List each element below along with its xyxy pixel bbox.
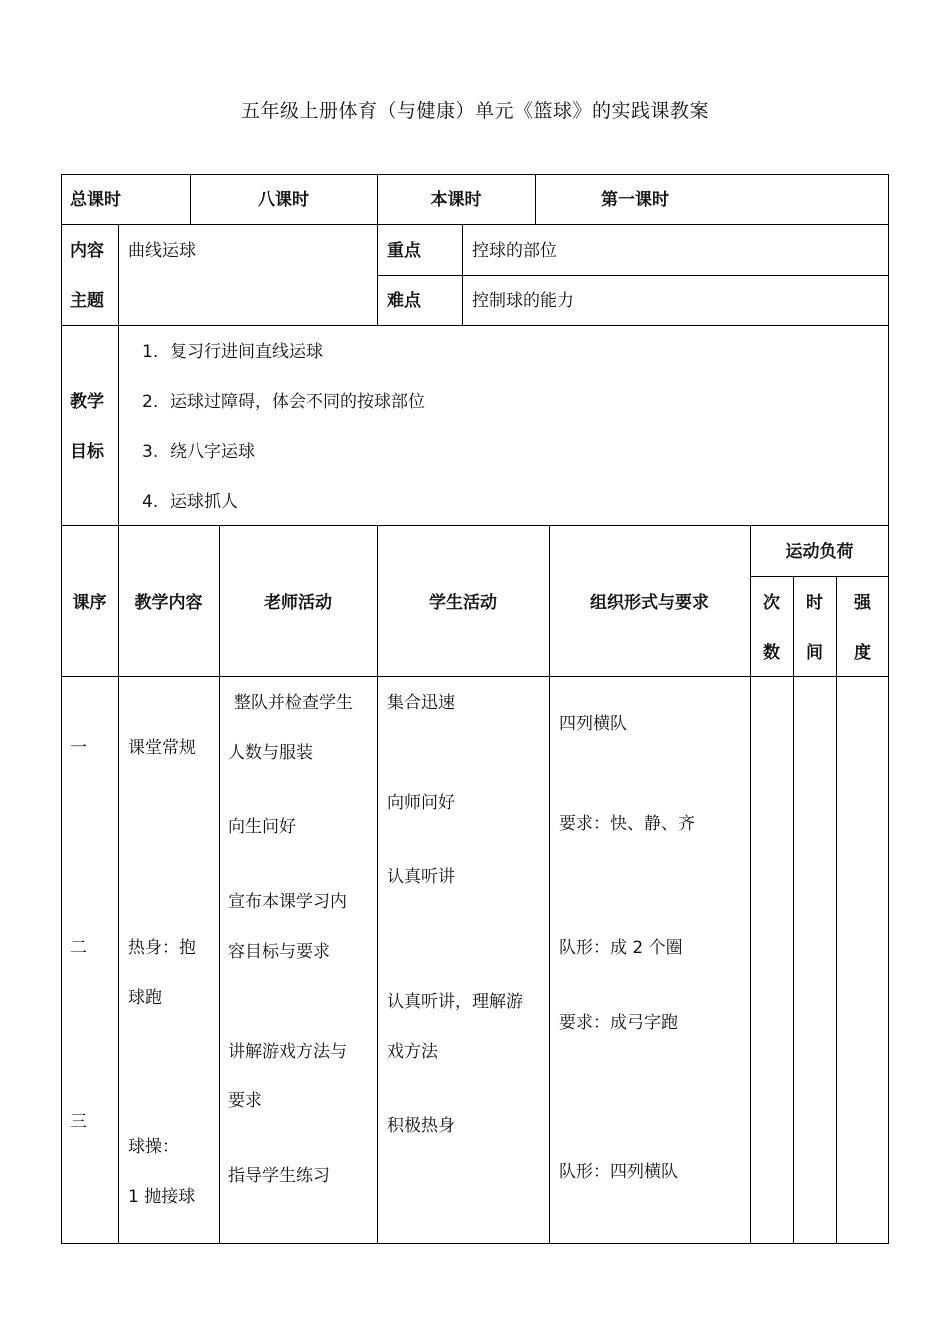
- column-header-content: 教学内容: [134, 593, 203, 613]
- total-hours-value: 八课时: [258, 190, 309, 210]
- column-header-organization: 组织形式与要求: [590, 593, 709, 613]
- teacher-activity: 人数与服装: [228, 743, 313, 763]
- goal-number: 1.: [142, 342, 159, 362]
- student-activity: 向师问好: [387, 793, 455, 813]
- goal-number: 2.: [142, 392, 159, 412]
- current-lesson-value: 第一课时: [601, 190, 669, 210]
- student-activity: 集合迅速: [387, 693, 455, 713]
- teacher-activity: 容目标与要求: [228, 942, 330, 962]
- topic-content: 曲线运球: [128, 241, 196, 261]
- student-activity: 认真听讲，理解游: [387, 992, 523, 1012]
- key-point-value: 控球的部位: [472, 241, 557, 261]
- lesson-content: 球操：: [128, 1137, 179, 1157]
- current-lesson-label: 本课时: [430, 190, 482, 210]
- total-hours-label: 总课时: [70, 190, 121, 210]
- document-title: 五年级上册体育（与健康）单元《篮球》的实践课教案: [240, 100, 709, 122]
- lesson-content: 1 抛接球: [128, 1187, 196, 1207]
- load-time-header: 间: [806, 643, 823, 663]
- load-count-header: 数: [763, 643, 780, 663]
- key-point-label: 重点: [387, 241, 421, 261]
- column-header-teacher: 老师活动: [264, 593, 332, 613]
- organization-requirement: 要求：成弓字跑: [559, 1013, 678, 1033]
- organization-requirement: 四列横队: [559, 714, 627, 734]
- teacher-activity: 向生问好: [228, 817, 296, 837]
- lesson-content: 课堂常规: [128, 738, 196, 758]
- load-intensity-header: 度: [854, 643, 871, 663]
- goal-item: 运球抓人: [170, 492, 238, 512]
- teacher-activity: 讲解游戏方法与: [228, 1042, 347, 1062]
- teacher-activity: 指导学生练习: [228, 1166, 330, 1186]
- load-time-header: 时: [806, 593, 823, 613]
- topic-label-1: 内容: [70, 241, 104, 261]
- student-activity: 认真听讲: [387, 867, 455, 887]
- lesson-content: 球跑: [128, 988, 162, 1008]
- organization-requirement: 队形：四列横队: [559, 1162, 678, 1182]
- organization-requirement: 要求：快、静、齐: [559, 814, 695, 834]
- lesson-order: 三: [70, 1112, 87, 1132]
- goal-item: 运球过障碍，体会不同的按球部位: [170, 392, 425, 412]
- goal-item: 复习行进间直线运球: [170, 342, 323, 362]
- goal-number: 4.: [142, 492, 159, 512]
- goal-number: 3.: [142, 442, 159, 462]
- column-header-order: 课序: [72, 593, 107, 613]
- goals-label-1: 教学: [70, 392, 104, 412]
- goals-label-2: 目标: [70, 442, 104, 462]
- teacher-activity: 要求: [228, 1091, 262, 1111]
- difficulty-label: 难点: [387, 291, 421, 311]
- student-activity: 戏方法: [387, 1042, 438, 1062]
- column-header-student: 学生活动: [429, 593, 497, 613]
- goal-item: 绕八字运球: [170, 442, 255, 462]
- topic-label-2: 主题: [70, 291, 104, 311]
- teacher-activity: 整队并检查学生: [234, 693, 353, 713]
- column-header-load: 运动负荷: [785, 542, 854, 562]
- load-intensity-header: 强: [854, 593, 871, 613]
- load-count-header: 次: [763, 593, 780, 613]
- lesson-order: 二: [70, 938, 87, 958]
- teacher-activity: 宣布本课学习内: [228, 892, 347, 912]
- lesson-order: 一: [70, 738, 87, 758]
- organization-requirement: 队形：成 2 个圈: [559, 938, 683, 958]
- difficulty-value: 控制球的能力: [472, 291, 574, 311]
- student-activity: 积极热身: [387, 1116, 455, 1136]
- lesson-content: 热身：抱: [128, 938, 196, 958]
